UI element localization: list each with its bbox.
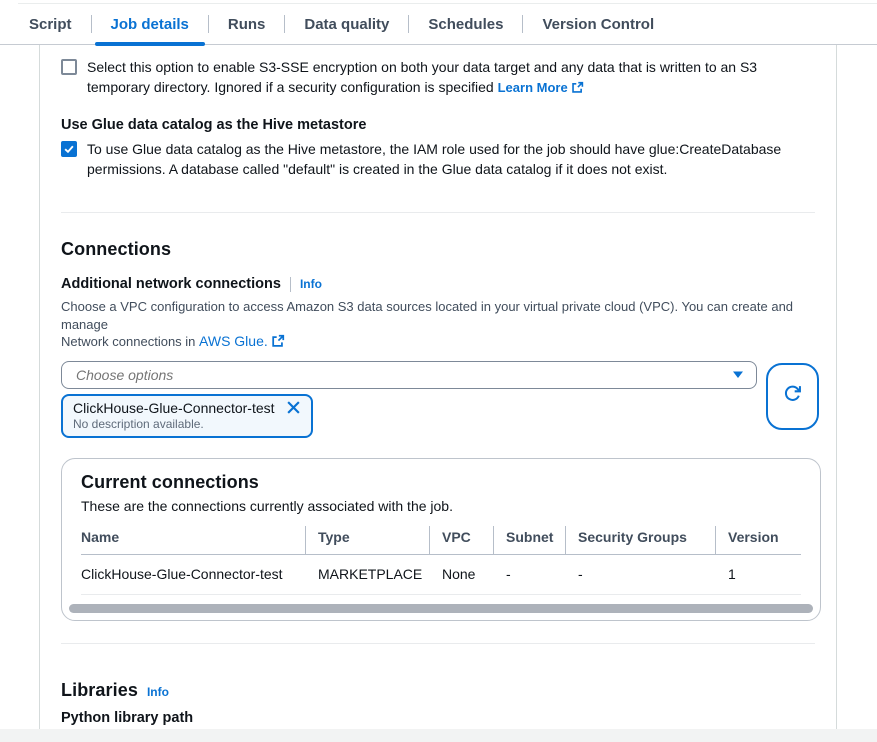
connections-select-row [61,361,815,438]
section-divider [61,212,815,213]
tab-schedules[interactable]: Schedules [428,15,504,33]
s3-sse-checkbox[interactable] [61,59,77,75]
hive-metastore-text: To use Glue data catalog as the Hive metastore, the IAM role used for the job should have glue:CreateDatabase permissions. A database called "default" is created in the Glue data catalog if it does not exist. [87,141,782,177]
table-row [81,555,801,595]
learn-more-link[interactable] [498,80,584,95]
s3-sse-option-row [61,57,815,100]
external-link-icon [571,80,584,100]
column-header-subnet: Subnet [493,526,565,554]
job-details-panel [39,45,837,729]
connection-token [61,394,313,438]
s3-sse-option-text [87,57,815,100]
connections-multiselect[interactable] [61,361,757,389]
additional-network-connections-label: Additional network connections [61,276,281,292]
check-icon [63,143,75,155]
tab-runs[interactable]: Runs [227,15,266,33]
connection-token-description: No description available. [73,416,204,431]
current-connections-title: Current connections [81,471,259,492]
s3-sse-text: Select this option to enable S3-SSE encryption on both your data target and any data that is written to an S3 temporary directory. Ignored if a security configuration is specified [87,59,758,95]
connection-token-label: ClickHouse-Glue-Connector-test [73,399,275,416]
label-separator [290,277,291,292]
column-header-security-groups: Security Groups [565,526,715,554]
refresh-icon [782,383,803,409]
tab-version-control[interactable]: Version Control [542,15,655,33]
chevron-down-icon [732,366,744,384]
column-header-name: Name [81,528,120,545]
python-library-path-label: Python library path [61,709,194,726]
column-header-version: Version [715,526,801,554]
cell-subnet: - [506,565,511,582]
libraries-heading-row [61,680,815,701]
cell-version: 1 [728,565,736,582]
section-divider [61,643,815,644]
connections-info-link[interactable]: Info [299,277,322,291]
current-connections-card [61,458,821,621]
tab-data-quality[interactable]: Data quality [304,15,390,33]
hive-metastore-option-row [61,139,815,179]
aws-glue-link[interactable] [199,333,285,349]
token-dismiss-icon[interactable] [286,400,301,415]
libraries-info-link[interactable]: Info [146,684,169,699]
libraries-heading: Libraries [61,679,138,700]
current-connections-subtitle: These are the connections currently associated with the job. [81,497,453,514]
aws-glue-link-label: AWS Glue. [199,333,268,349]
column-header-type: Type [305,526,429,554]
connections-description [61,298,815,353]
cell-vpc: None [442,565,476,582]
job-tabbar [0,4,877,45]
additional-network-connections-row [61,276,815,292]
cell-name: ClickHouse-Glue-Connector-test [81,565,283,582]
page-bottom-strip [0,729,877,742]
connections-heading: Connections [61,239,172,259]
hive-metastore-checkbox[interactable] [61,141,77,157]
external-link-icon [271,334,285,353]
learn-more-label: Learn More [497,80,568,95]
tab-job-details[interactable]: Job details [92,4,208,45]
connections-select-input[interactable] [74,366,724,384]
cell-security-groups: - [578,565,583,582]
connections-table [81,526,801,595]
connections-description-line2: Network connections in [61,334,196,349]
hive-metastore-heading: Use Glue data catalog as the Hive metastore [61,117,367,133]
refresh-connections-button[interactable] [766,363,819,430]
cell-type: MARKETPLACE [318,565,423,582]
column-header-vpc: VPC [429,526,493,554]
horizontal-scrollbar[interactable] [69,604,813,613]
connections-description-line1: Choose a VPC configuration to access Amazon S3 data sources located in your virtual private cloud (VPC). You can create and manage [61,299,794,332]
table-header-row [81,526,801,555]
tab-script[interactable]: Script [29,15,72,33]
